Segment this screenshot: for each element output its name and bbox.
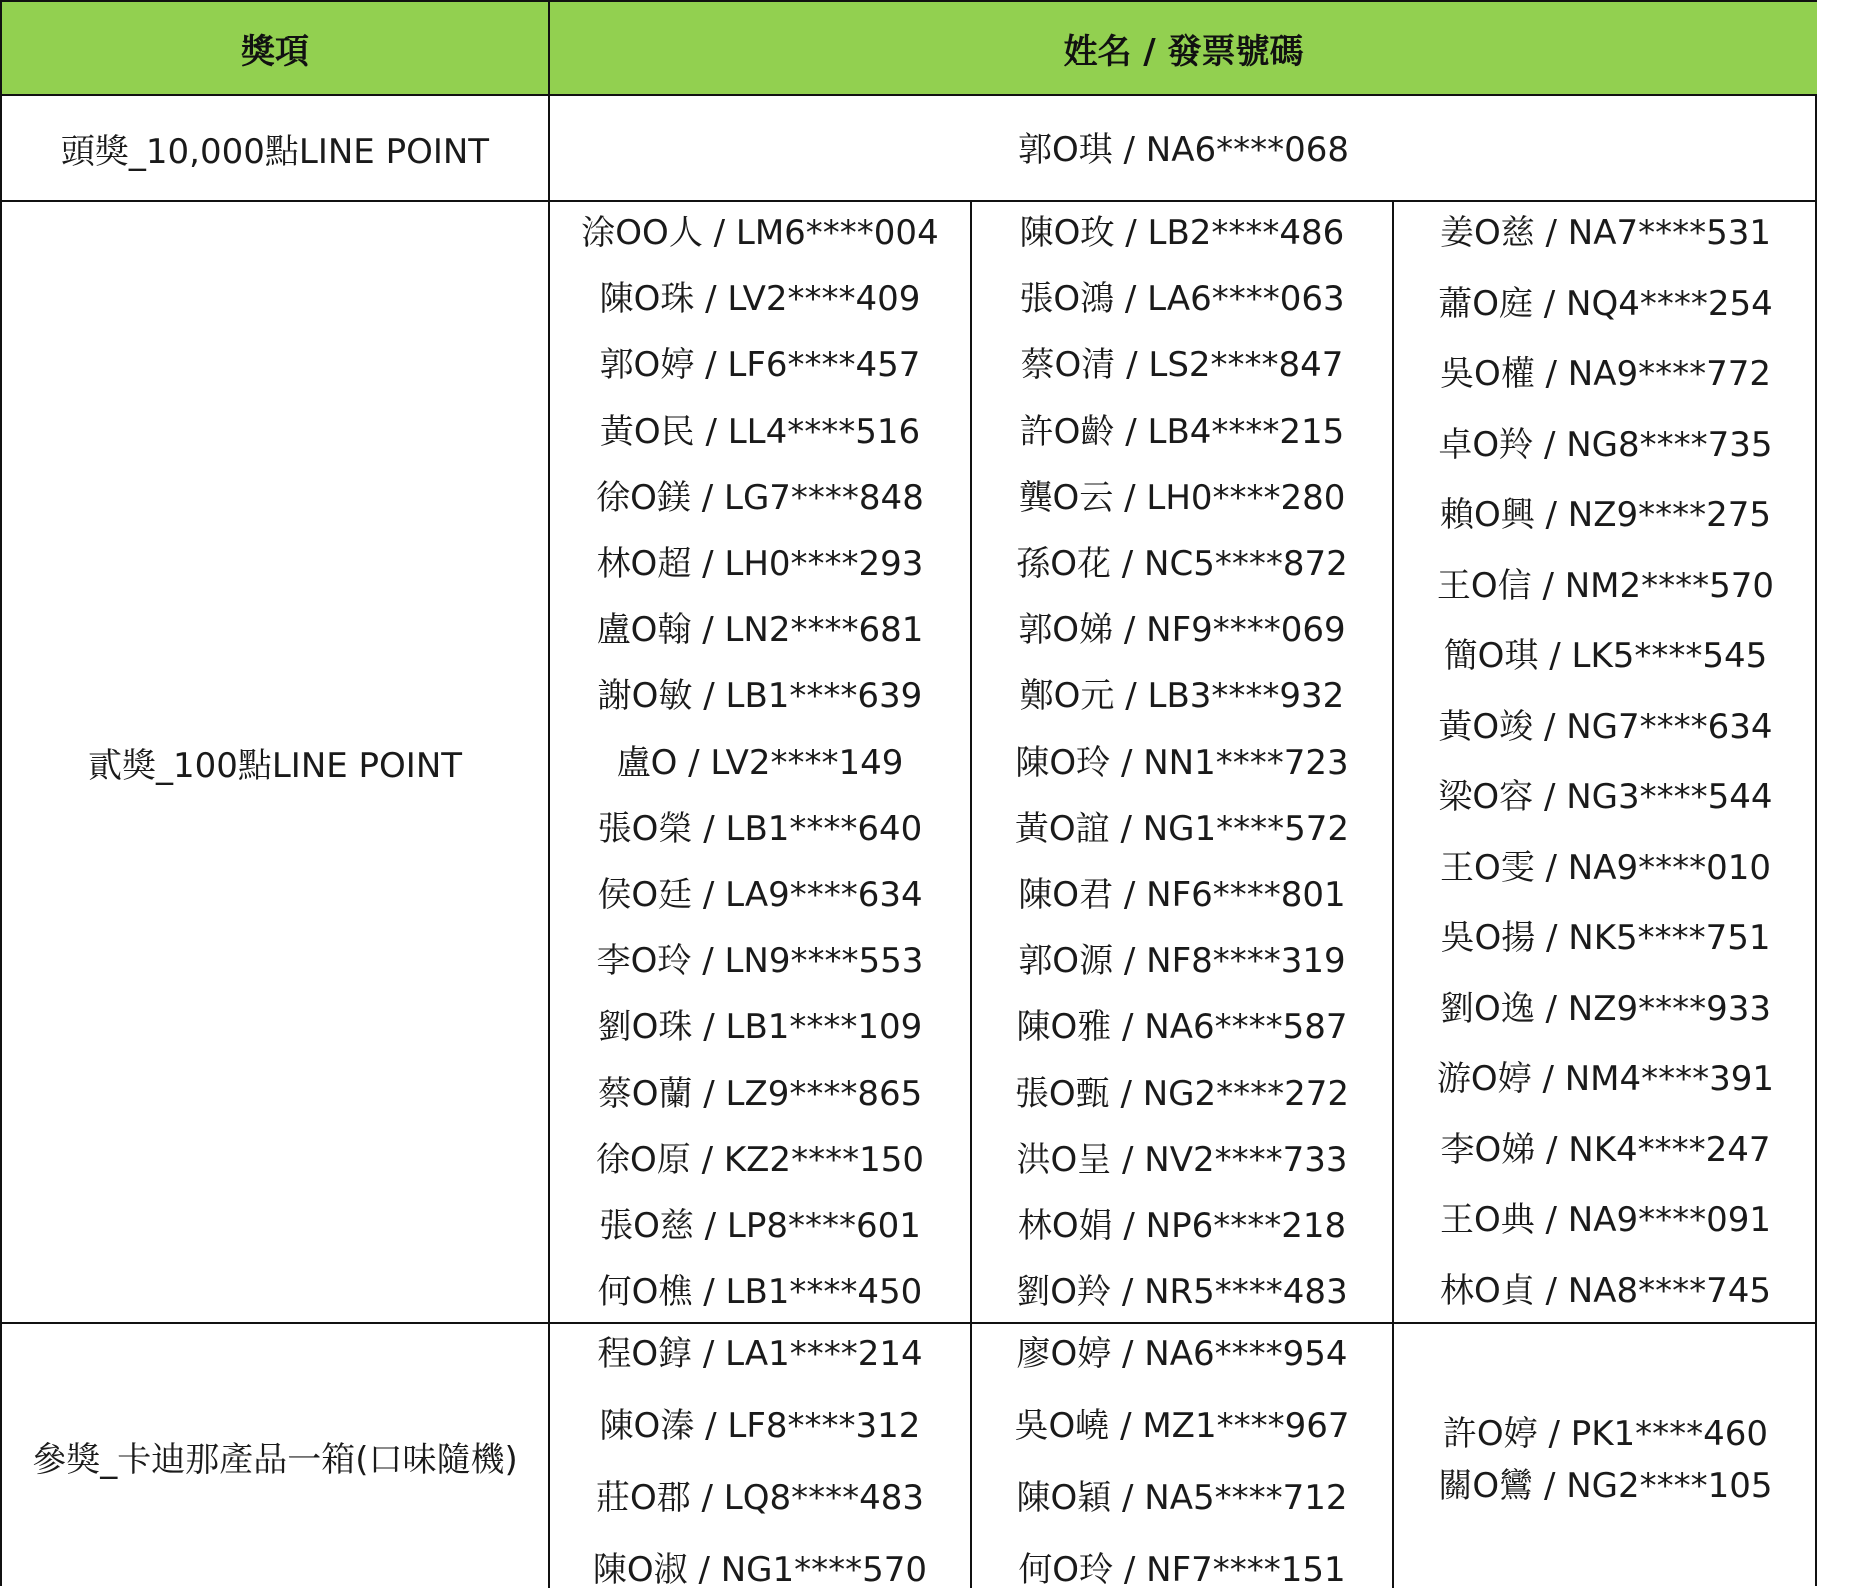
winner-entry: 劉O珠 / LB1****109 xyxy=(597,1007,923,1048)
winner-entry: 陳O穎 / NA5****712 xyxy=(1016,1478,1348,1518)
winner-entry: 黃O竣 / NG7****634 xyxy=(1438,706,1773,747)
winner-entry: 黃O誼 / NG1****572 xyxy=(1014,808,1350,849)
winner-entry: 陳O溱 / LF8****312 xyxy=(599,1406,921,1446)
first-prize-winner: 郭O琪 / NA6****068 xyxy=(1017,130,1350,170)
winner-entry: 簡O琪 / LK5****545 xyxy=(1443,636,1768,676)
winner-entry: 陳O君 / NF6****801 xyxy=(1018,875,1346,915)
first-prize-label: 頭獎_10,000點LINE POINT xyxy=(60,131,490,172)
winner-entry: 張O榮 / LB1****640 xyxy=(597,808,923,849)
winner-entry: 許O齡 / LB4****215 xyxy=(1019,411,1345,452)
winner-entry: 李O娣 / NK4****247 xyxy=(1440,1129,1771,1170)
winner-entry: 陳O淑 / NG1****570 xyxy=(592,1550,928,1590)
winner-entry: 吳O揚 / NK5****751 xyxy=(1440,918,1771,958)
winner-entry: 盧O / LV2****149 xyxy=(616,742,904,783)
winner-entry: 林O貞 / NA8****745 xyxy=(1439,1270,1772,1311)
winner-entry: 侯O廷 / LA9****634 xyxy=(597,875,923,915)
winner-entry: 廖O婷 / NA6****954 xyxy=(1016,1334,1348,1374)
third-prize-label: 參獎_卡迪那產品一箱(口味隨機) xyxy=(32,1439,518,1480)
winner-entry: 陳O珠 / LV2****409 xyxy=(599,279,921,320)
col-divider-3 xyxy=(1392,202,1394,1588)
winner-entry: 孫O花 / NC5****872 xyxy=(1016,544,1348,584)
winner-entry: 王O信 / NM2****570 xyxy=(1436,565,1775,606)
winner-entry: 游O婷 / NM4****391 xyxy=(1436,1059,1775,1099)
winner-entry: 謝O敏 / LB1****639 xyxy=(597,676,923,717)
winner-entry: 張O鴻 / LA6****063 xyxy=(1019,279,1345,320)
header-prize: 獎項 xyxy=(241,31,309,72)
winner-entry: 涂OO人 / LM6****004 xyxy=(581,213,939,253)
winner-entry: 黃O民 / LL4****516 xyxy=(599,411,921,452)
winner-entry: 王O典 / NA9****091 xyxy=(1439,1200,1772,1240)
winner-entry: 程O錞 / LA1****214 xyxy=(597,1334,923,1374)
winner-entry: 郭O娣 / NF9****069 xyxy=(1018,610,1346,651)
winner-entry: 許O婷 / PK1****460 xyxy=(1442,1414,1769,1454)
table-header xyxy=(2,2,1817,96)
winner-entry: 林O娟 / NP6****218 xyxy=(1017,1206,1347,1246)
winner-entry: 姜O慈 / NA7****531 xyxy=(1439,213,1772,253)
winner-entry: 蕭O庭 / NQ4****254 xyxy=(1438,283,1773,324)
winner-entry: 關O鸞 / NG2****105 xyxy=(1438,1466,1773,1506)
winner-entry: 張O慈 / LP8****601 xyxy=(599,1206,921,1246)
winner-entry: 賴O興 / NZ9****275 xyxy=(1439,495,1772,535)
winner-entry: 蔡O蘭 / LZ9****865 xyxy=(597,1073,923,1114)
winner-entry: 鄭O元 / LB3****932 xyxy=(1019,676,1345,717)
winner-entry: 王O雯 / NA9****010 xyxy=(1439,847,1772,888)
winner-entry: 郭O婷 / LF6****457 xyxy=(599,345,921,386)
winner-entry: 陳O玲 / NN1****723 xyxy=(1015,742,1349,783)
winner-entry: 洪O呈 / NV2****733 xyxy=(1016,1139,1348,1180)
winner-entry: 郭O源 / NF8****319 xyxy=(1018,941,1346,982)
header-winner: 姓名 / 發票號碼 xyxy=(1063,31,1304,72)
winner-entry: 劉O羚 / NR5****483 xyxy=(1016,1272,1348,1313)
winner-entry: 莊O郡 / LQ8****483 xyxy=(595,1478,925,1518)
winner-entry: 林O超 / LH0****293 xyxy=(596,544,924,584)
winner-entry: 徐O鎂 / LG7****848 xyxy=(596,477,924,518)
winner-entry: 吳O嶢 / MZ1****967 xyxy=(1014,1406,1350,1446)
winner-entry: 梁O容 / NG3****544 xyxy=(1438,777,1773,817)
winner-entry: 何O玲 / NF7****151 xyxy=(1018,1550,1346,1590)
second-prize-label: 貳獎_100點LINE POINT xyxy=(87,745,463,786)
winner-entry: 何O樵 / LB1****450 xyxy=(597,1272,923,1313)
winner-entry: 陳O玫 / LB2****486 xyxy=(1019,213,1345,253)
winner-entry: 吳O權 / NA9****772 xyxy=(1439,354,1772,394)
winner-entry: 卓O羚 / NG8****735 xyxy=(1438,424,1773,465)
winner-entry: 陳O雅 / NA6****587 xyxy=(1016,1007,1348,1048)
winner-entry: 張O甄 / NG2****272 xyxy=(1014,1073,1350,1114)
winner-entry: 劉O逸 / NZ9****933 xyxy=(1439,988,1772,1029)
winner-entry: 徐O原 / KZ2****150 xyxy=(596,1139,924,1180)
winner-entry: 蔡O清 / LS2****847 xyxy=(1020,345,1344,386)
winner-entry: 龔O云 / LH0****280 xyxy=(1018,477,1346,518)
winner-entry: 李O玲 / LN9****553 xyxy=(596,941,924,982)
winner-entry: 盧O翰 / LN2****681 xyxy=(596,610,924,651)
